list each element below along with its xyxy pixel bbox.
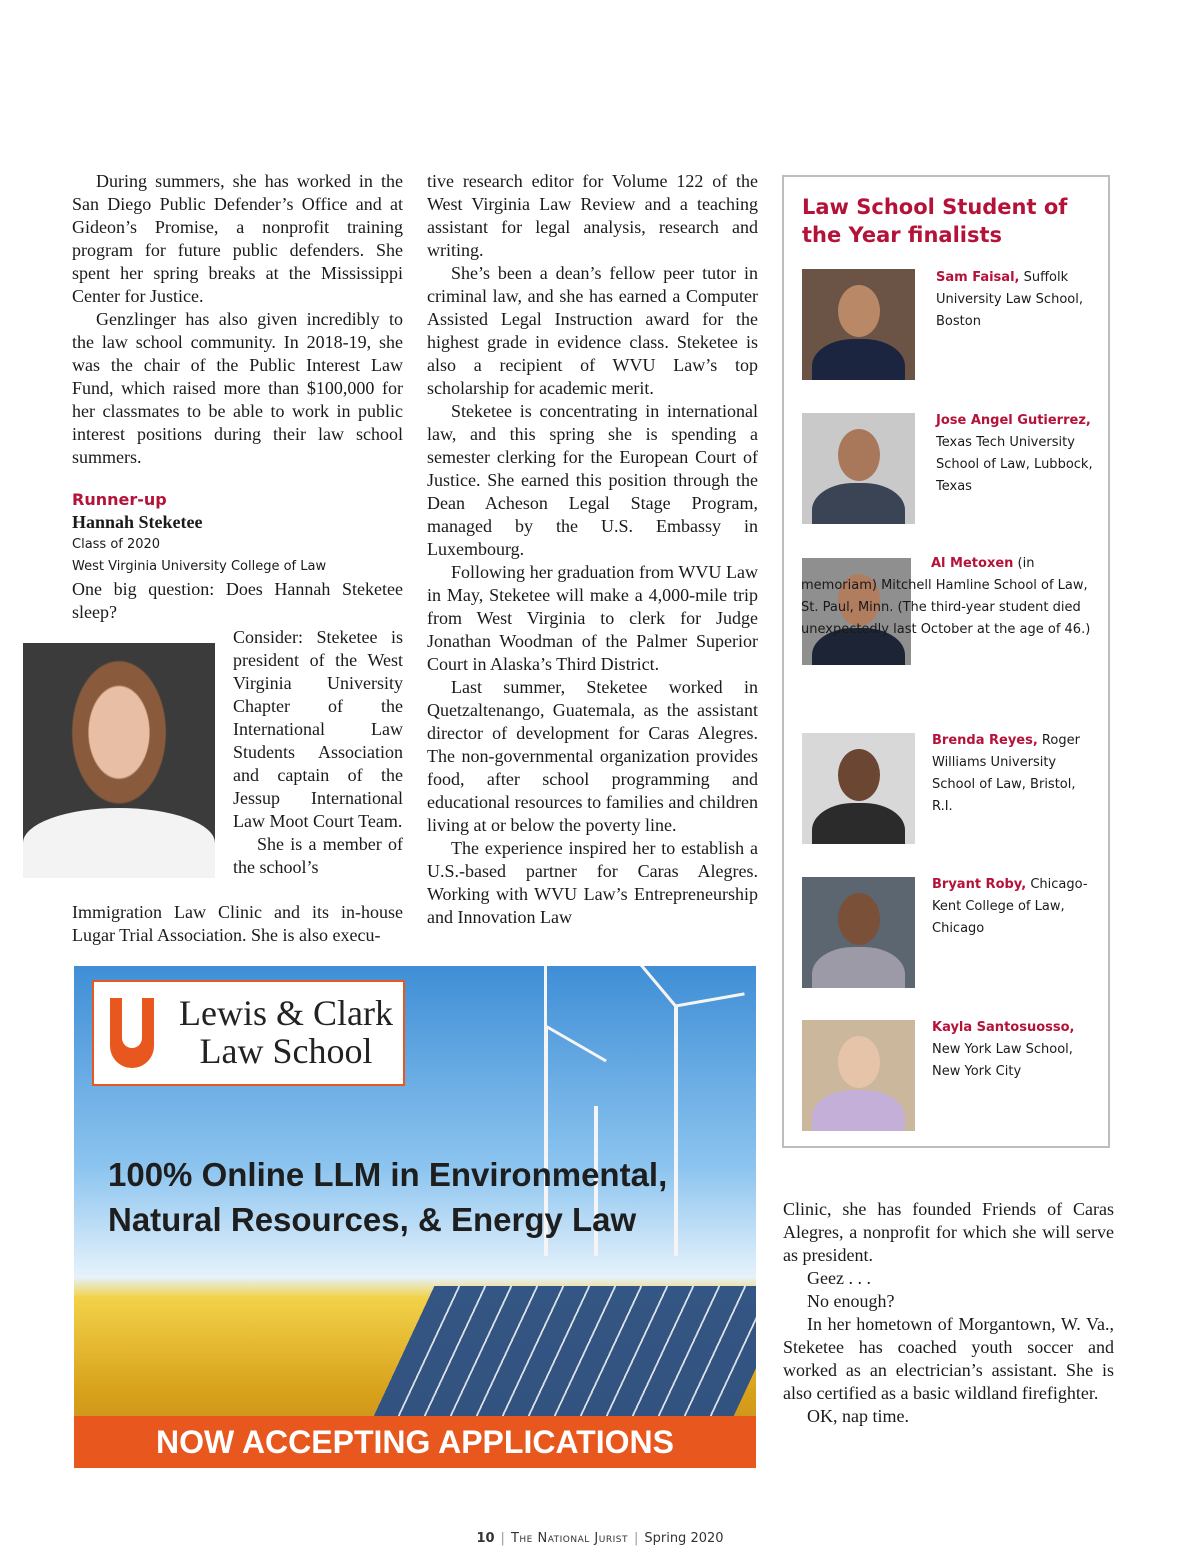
turbine-blade (544, 966, 547, 1026)
column-one (72, 170, 403, 469)
turbine-blade (629, 966, 676, 1007)
runner-up-school: West Virginia University College of Law (72, 559, 327, 574)
lewis-clark-logo (92, 980, 405, 1086)
paragraph: The experience inspired her to establish a U.S.-based partner for Caras Alegres. Working with WVU Law’s Entrepreneurship and Innovation Law (427, 838, 758, 927)
finalist-detail: Chicago-Kent College of Law, Chicago (932, 877, 1088, 936)
paragraph: Clinic, she has founded Friends of Caras Alegres, a nonprofit for which she will serve as president. (783, 1199, 1114, 1265)
finalist-photo-brenda-reyes (802, 733, 915, 844)
finalist-detail: Texas Tech University School of Law, Lubbock, Texas (936, 435, 1093, 494)
runner-up-label: Runner-up (72, 490, 167, 509)
paragraph: During summers, she has worked in the San Diego Public Defender’s Office and at Gideon’s Promise, a nonprofit training program for future public defenders. She spent her spring breaks at the Mississippi Center for Justice. (72, 171, 403, 306)
finalist-entry (936, 267, 1096, 333)
runner-up-name: Hannah Steketee (72, 512, 203, 532)
photo-shirt (23, 808, 215, 878)
hannah-steketee-photo (23, 643, 215, 878)
column-three (783, 1198, 1114, 1428)
finalist-detail: New York Law School, New York City (932, 1042, 1073, 1079)
ad-headline-line-2: Natural Resources, & Energy Law (108, 1201, 637, 1238)
finalist-name: Kayla Santosuosso, (932, 1020, 1075, 1035)
turbine-blade (675, 992, 744, 1007)
now-accepting-applications-banner[interactable]: NOW ACCEPTING APPLICATIONS (74, 1416, 756, 1468)
finalist-photo-jose-angel-gutierrez (802, 413, 915, 524)
finalist-detail: (in memoriam) Mitchell Hamline School of Law, St. Paul, Minn. (The third-year student died unexpectedly last October at the age of 46.) (801, 556, 1091, 637)
paragraph: OK, nap time. (807, 1406, 909, 1426)
finalist-photo-kayla-santosuosso (802, 1020, 915, 1131)
paragraph: Steketee is concentrating in international law, and this spring she is spending a semester clerking for the European Court of Justice. She earned this position through the Dean Acheson Legal Stage Program, managed by the U.S. Embassy in Luxembourg. (427, 401, 758, 559)
paragraph: Following her graduation from WVU Law in May, Steketee will make a 4,000-mile trip from West Virginia to clerk for Judge Jonathan Woodman of the Palmer Superior Court in Alaska’s Third District. (427, 562, 758, 674)
consider-text (233, 626, 403, 879)
finalist-detail: Suffolk University Law School, Boston (936, 270, 1083, 329)
issue-date: Spring 2020 (644, 1531, 724, 1546)
finalist-entry (801, 553, 1096, 641)
paragraph: In her hometown of Morgantown, W. Va., Steketee has coached youth soccer and worked as an electrician’s assistant. She is also certified as a basic wildland firefighter. (783, 1314, 1114, 1403)
finalist-entry (936, 410, 1096, 498)
paragraph: Genzlinger has also given incredibly to the law school community. In 2018-19, she was the chair of the Public Interest Law Fund, which raised more than $100,000 for her classmates to be able to work in public interest positions during their law school summers. (72, 309, 403, 467)
page-number: 10 (476, 1531, 495, 1546)
finalist-photo-bryant-roby (802, 877, 915, 988)
finalist-detail: Roger Williams University School of Law, Bristol, R.I. (932, 733, 1080, 814)
runner-up-question: One big question: Does Hannah Steketee sleep? (72, 579, 403, 622)
column-two (427, 170, 758, 929)
finalist-name: Bryant Roby, (932, 877, 1027, 892)
finalists-box (782, 175, 1110, 1148)
ad-headline (108, 1152, 748, 1242)
logo-line-1: Lewis & Clark (179, 993, 393, 1033)
paragraph: tive research editor for Volume 122 of the West Virginia Law Review and a teaching assistant for legal analysis, research and writing. (427, 171, 758, 260)
logo-text (174, 994, 398, 1070)
finalist-entry (932, 730, 1097, 818)
runner-up-class: Class of 2020 (72, 537, 161, 552)
solar-panels-image (374, 1286, 756, 1416)
paragraph: She is a member of the school’s (233, 834, 403, 877)
paragraph: She’s been a dean’s fellow peer tutor in criminal law, and she has earned a Computer Assisted Legal Instruction award for the highest grade in evidence class. Steketee is also a recipient of WVU Law’s top scholarship for academic merit. (427, 263, 758, 398)
paragraph: No enough? (807, 1291, 895, 1311)
runner-up-section (72, 489, 403, 624)
finalist-entry (932, 1017, 1097, 1083)
lewis-clark-emblem-icon (110, 998, 154, 1068)
ad-headline-line-1: 100% Online LLM in Environmental, (108, 1156, 668, 1193)
finalist-name: Brenda Reyes, (932, 733, 1038, 748)
paragraph: Last summer, Steketee worked in Quetzaltenango, Guatemala, as the assistant director of development for Caras Alegres. The non-governmental organization provides food, after school programming and educational resources to families and children living at or below the poverty line. (427, 677, 758, 835)
turbine-blade (545, 1025, 607, 1063)
finalist-name: Jose Angel Gutierrez, (936, 413, 1091, 428)
finalists-title: Law School Student of the Year finalists (802, 195, 1068, 247)
lewis-clark-advertisement[interactable] (74, 966, 756, 1468)
publication-name: The National Jurist (510, 1531, 628, 1546)
finalist-photo-sam-faisal (802, 269, 915, 380)
page-footer: 10 | The National Jurist | Spring 2020 (476, 1531, 724, 1546)
finalist-entry (932, 874, 1097, 940)
column-one-continuation: Immigration Law Clinic and its in-house Lugar Trial Association. She is also execu- (72, 902, 403, 945)
finalist-name: Sam Faisal, (936, 270, 1020, 285)
logo-line-2: Law School (199, 1031, 373, 1071)
paragraph: Consider: Steketee is president of the West Virginia University Chapter of the International Law Students Association and captain of the Jessup International Law Moot Court Team. (233, 627, 403, 831)
finalist-name: Al Metoxen (931, 556, 1014, 571)
paragraph: Geez . . . (807, 1268, 871, 1288)
